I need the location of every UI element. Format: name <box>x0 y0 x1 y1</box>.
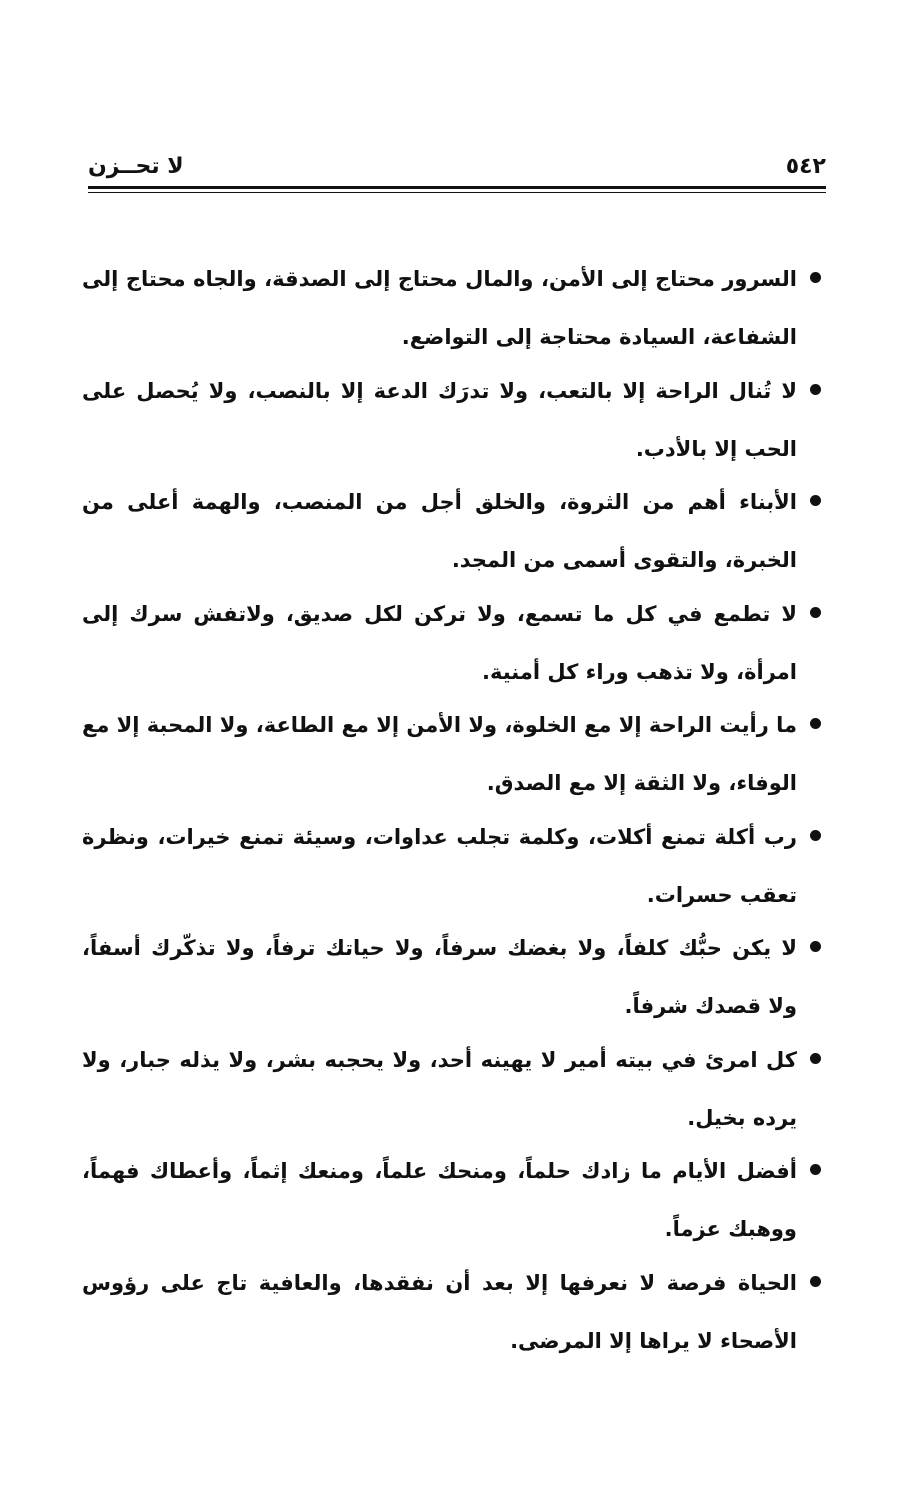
bullet-icon <box>810 1276 821 1287</box>
list-item <box>82 362 827 478</box>
list-item-text: الأبناء أهم من الثروة، والخلق أجل من المنصب، والهمة أعلى من الخبرة، والتقوى أسمى من المجد. <box>82 490 797 572</box>
bullet-icon <box>810 495 821 506</box>
header-rule-thin <box>88 192 826 193</box>
list-item <box>82 696 827 812</box>
list-item <box>82 1254 827 1370</box>
bullet-icon <box>810 941 821 952</box>
bullet-icon <box>810 272 821 283</box>
list-item <box>82 473 827 589</box>
list-item <box>82 919 827 1035</box>
header-rule-thick <box>88 186 826 189</box>
list-item-text: السرور محتاج إلى الأمن، والمال محتاج إلى الصدقة، والجاه محتاج إلى الشفاعة، السيادة محتاجة إلى التواضع. <box>82 267 797 349</box>
list-item-text: كل امرئ في بيته أمير لا يهينه أحد، ولا يحجبه بشر، ولا يذله جبار، ولا يرده بخيل. <box>82 1047 797 1130</box>
page-body <box>82 250 827 1365</box>
bullet-icon <box>810 1053 821 1064</box>
list-item-text: الحياة فرصة لا نعرفها إلا بعد أن نفقدها، والعافية تاج على رؤوس الأصحاء لا يراها إلا المرضى. <box>82 1270 797 1353</box>
list-item <box>82 1142 827 1258</box>
bullet-icon <box>810 384 821 395</box>
list-item-text: لا تُنال الراحة إلا بالتعب، ولا تدرَك الدعة إلا بالنصب، ولا يُحصل على الحب إلا بالأدب. <box>82 378 797 461</box>
list-item <box>82 250 827 366</box>
bullet-icon <box>810 718 821 729</box>
list-item <box>82 1031 827 1147</box>
list-item-text: لا يكن حبُّك كلفاً، ولا بغضك سرفاً، ولا حياتك ترفاً، ولا تذكّرك أسفاً، ولا قصدك شرفاً. <box>82 936 797 1018</box>
bullet-icon <box>810 830 821 841</box>
page-number: ٥٤٢ <box>785 154 826 179</box>
book-title: لا تحــزن <box>88 154 184 179</box>
list-item-text: ما رأيت الراحة إلا مع الخلوة، ولا الأمن إلا مع الطاعة، ولا المحبة إلا مع الوفاء، ولا الثقة إلا مع الصدق. <box>82 713 797 795</box>
list-item-text: لا تطمع في كل ما تسمع، ولا تركن لكل صديق، ولاتفش سرك إلى امرأة، ولا تذهب وراء كل أمنية. <box>82 601 797 684</box>
page-header <box>88 150 826 186</box>
list-item <box>82 585 827 701</box>
bullet-icon <box>810 1164 821 1175</box>
list-item-text: أفضل الأيام ما زادك حلماً، ومنحك علماً، ومنعك إثماً، وأعطاك فهماً، ووهبك عزماً. <box>82 1159 797 1241</box>
bullet-icon <box>810 607 821 618</box>
list-item-text: رب أكلة تمنع أكلات، وكلمة تجلب عداوات، وسيئة تمنع خيرات، ونظرة تعقب حسرات. <box>82 824 797 907</box>
list-item <box>82 808 827 924</box>
